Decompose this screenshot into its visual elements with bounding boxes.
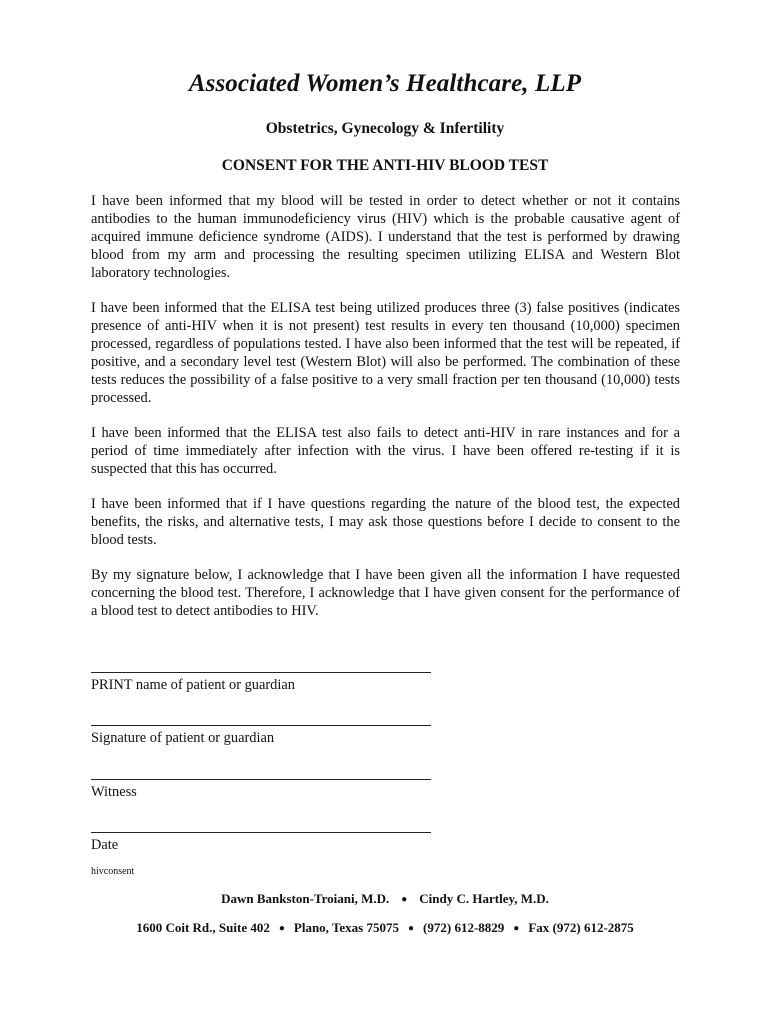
signature-label: Signature of patient or guardian	[91, 730, 275, 746]
organization-name: Associated Women’s Healthcare, LLP	[188, 70, 582, 97]
witness-label: Witness	[91, 784, 137, 800]
paragraph-informed-testing: I have been informed that my blood will be tested in order to detect whether or not it contains antibodies to the human immunodeficiency virus (HIV) which is the probable causative agent of acquired immune deficience syndrome (AIDS). I understand that the test is performed by drawing blood from my arm and processing the resulting specimen utilizing ELISA and Western Blot laboratory technologies.	[91, 193, 680, 282]
witness-line[interactable]	[91, 779, 431, 780]
paragraph-false-positives: I have been informed that the ELISA test being utilized produces three (3) false positives (indicates presence of anti-HIV when it is not present) test results in every ten thousand (10,000) specimen processed, regardless of populations tested. I have also been informed that the test will be repeated, if positive, and a secondary level test (Western Blot) will also be performed. The combination of these tests reduces the possibility of a false positive to a very small fraction per ten thousand (10,000) tests processed.	[91, 299, 680, 407]
bullet-separator: ●	[513, 923, 520, 934]
signature-line[interactable]	[91, 725, 431, 726]
footer-doctors	[0, 891, 770, 907]
paragraph-questions: I have been informed that if I have questions regarding the nature of the blood test, the expected benefits, the risks, and alternative tests, I may ask those questions before I decide to consent to the blood tests.	[91, 495, 680, 548]
paragraph-acknowledgement: By my signature below, I acknowledge that I have been given all the information I have requested concerning the blood test. Therefore, I acknowledge that I have given consent for the performance of a blood test to detect antibodies to HIV.	[91, 566, 680, 619]
address-city: Plano, Texas 75075	[293, 920, 399, 935]
print-name-label: PRINT name of patient or guardian	[91, 677, 295, 693]
print-name-field	[91, 672, 431, 694]
document-title: CONSENT FOR THE ANTI-HIV BLOOD TEST	[221, 157, 549, 174]
address-phone: (972) 612-8829	[423, 920, 505, 935]
witness-field	[91, 779, 431, 801]
signature-field	[91, 725, 431, 747]
paragraph-detection-failure: I have been informed that the ELISA test also fails to detect anti-HIV in rare instances and for a period of time immediately after infection with the virus. I have been offered re-testing if it is suspected that this has occurred.	[91, 425, 680, 478]
address-street: 1600 Coit Rd., Suite 402	[136, 920, 270, 935]
print-name-line[interactable]	[91, 672, 431, 673]
bullet-separator: ●	[278, 923, 285, 934]
consent-body	[91, 192, 680, 636]
date-field	[91, 832, 431, 854]
doctor-name-1: Dawn Bankston-Troiani, M.D.	[221, 891, 390, 906]
doctor-name-2: Cindy C. Hartley, M.D.	[419, 891, 549, 906]
bullet-separator: ●	[408, 923, 415, 934]
address-fax: Fax (972) 612-2875	[528, 920, 634, 935]
bullet-separator: ●	[401, 894, 408, 905]
file-code: hivconsent	[91, 866, 135, 877]
organization-specialties: Obstetrics, Gynecology & Infertility	[265, 120, 505, 137]
date-label: Date	[91, 837, 119, 853]
date-line[interactable]	[91, 832, 431, 833]
footer-address	[0, 920, 770, 936]
